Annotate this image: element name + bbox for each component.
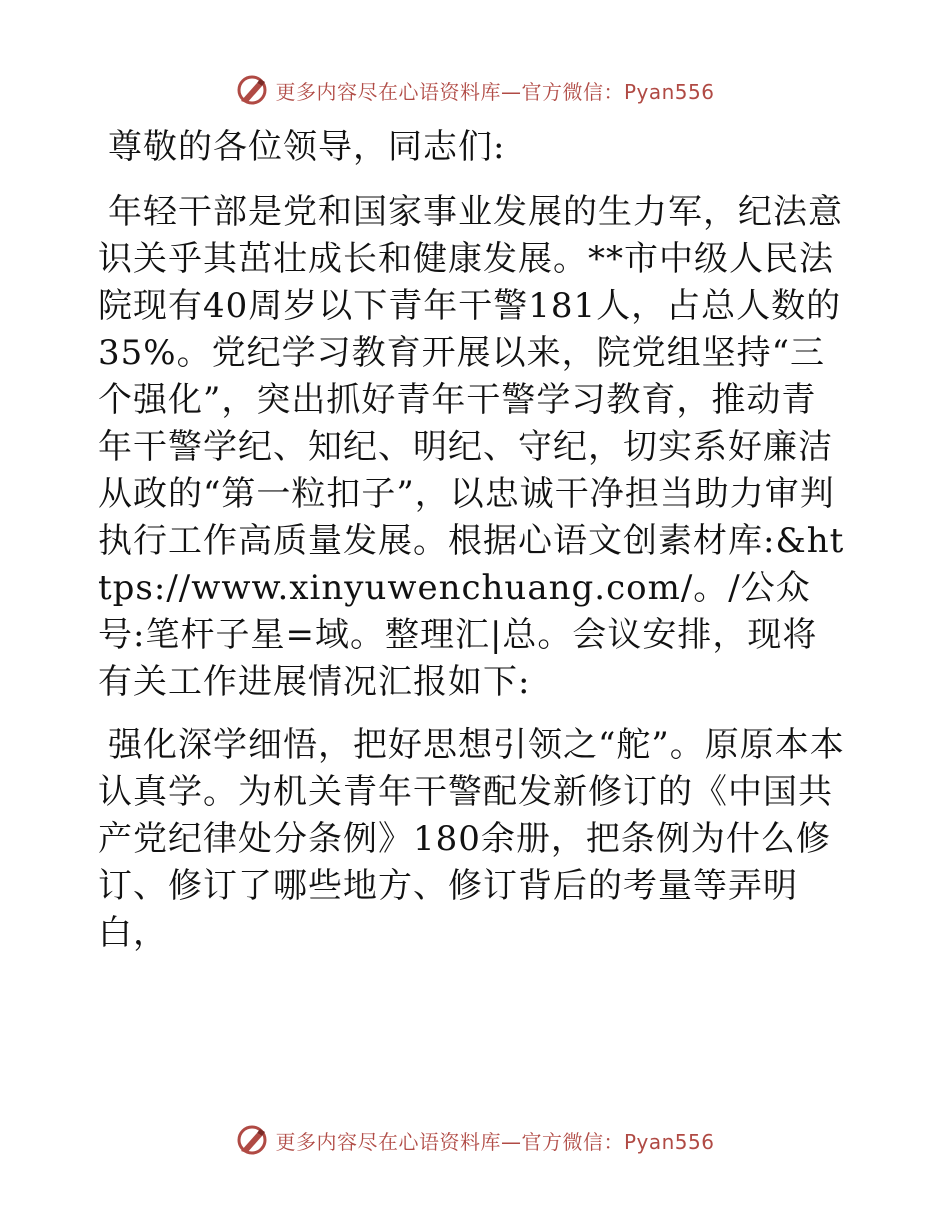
pen-circle-icon [235,1123,269,1157]
document-body [98,124,850,973]
header-watermark-banner [0,70,950,110]
header-watermark-text: 更多内容尽在心语资料库—官方微信：Pyan556 [275,79,715,104]
footer-watermark-banner [0,1120,950,1160]
paragraph-2: 强化深学细悟，把好思想引领之“舵”。原原本本认真学。为机关青年干警配发新修订的《中国共产党纪律处分条例》180余册，把条例为什么修订、修订了哪些地方、修订背后的考量等弄明白， [98,725,845,953]
pen-circle-icon [235,73,269,107]
salutation: 尊敬的各位领导，同志们: [108,127,506,167]
paragraph-1: 年轻干部是党和国家事业发展的生力军，纪法意识关乎其茁壮成长和健康发展。**市中级人民法院现有40周岁以下青年干警181人，占总人数的35%。党纪学习教育开展以来，院党组坚持“三个强化”，突出抓好青年干警学习教育，推动青年干警学纪、知纪、明纪、守纪，切实系好廉洁从政的“第一粒扣子”，以忠诚干净担当助力审判执行工作高质量发展。根据心语文创素材库:&https://www.xinyuwenchuang.com/。/公众号:笔杆子星=域。整理汇|总。会议安排，现将有关工作进展情况汇报如下: [98,192,845,702]
footer-watermark-text: 更多内容尽在心语资料库—官方微信：Pyan556 [275,1129,715,1154]
